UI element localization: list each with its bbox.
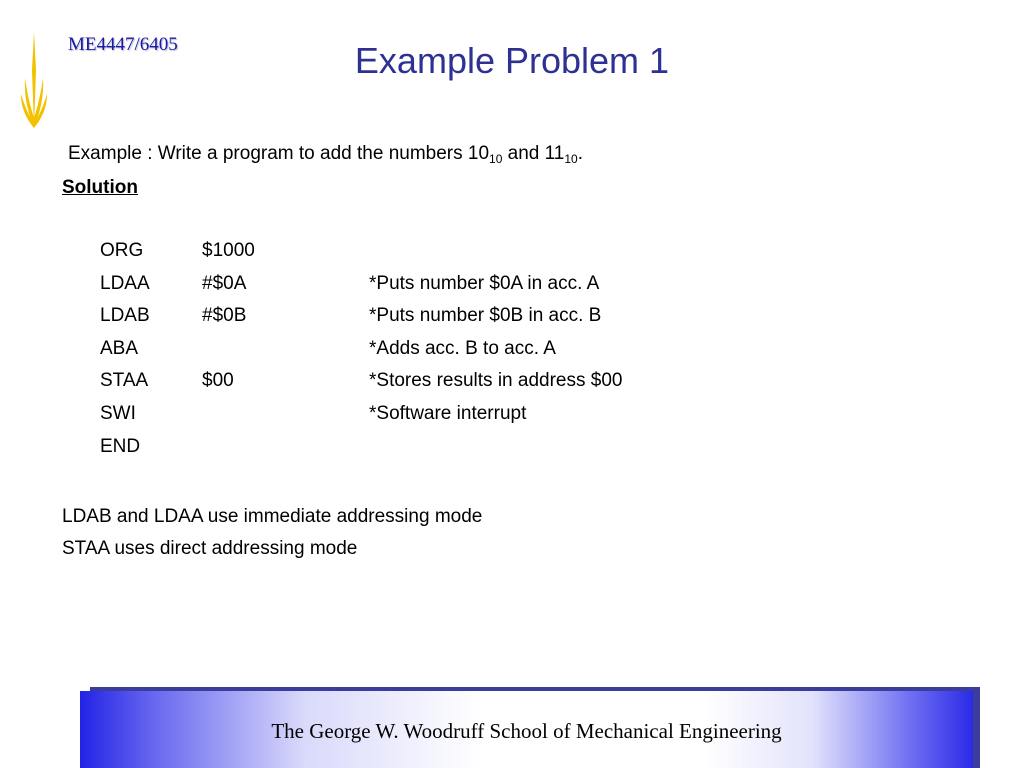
code-opcode: ORG [100, 240, 144, 261]
code-opcode: END [100, 435, 141, 457]
problem-text-2: and 11 [502, 143, 565, 164]
code-comment: *Puts number $0B in acc. B [369, 305, 602, 327]
course-code: ME4447/6405 [68, 34, 178, 55]
code-comment: *Adds acc. B to acc. A [369, 337, 556, 359]
code-opcode: LDAA [100, 272, 150, 294]
code-opcode: LDAB [100, 305, 150, 327]
addressing-note: STAA uses direct addressing mode [62, 538, 358, 559]
solution-heading: Solution [62, 177, 138, 198]
code-comment: *Stores results in address $00 [369, 370, 623, 392]
code-operand: $00 [202, 370, 234, 392]
addressing-note: LDAB and LDAA use immediate addressing mode [62, 506, 483, 527]
problem-text-3: . [577, 143, 584, 164]
code-opcode: SWI [100, 402, 136, 424]
code-operand: #$0B [202, 305, 247, 327]
subscript-base-2: 10 [564, 152, 578, 166]
slide-title [0, 40, 1024, 82]
code-opcode: STAA [100, 370, 149, 392]
code-operand: #$0A [202, 272, 247, 294]
footer-gradient-bar [80, 691, 973, 768]
slide-title-text: Example Problem 1 [354, 40, 670, 81]
footer-banner [80, 685, 980, 768]
subscript-base-1: 10 [489, 152, 503, 166]
problem-statement [68, 143, 583, 166]
code-operand: $1000 [202, 240, 255, 261]
code-comment: *Software interrupt [369, 402, 527, 424]
problem-text-1: Example : Write a program to add the numbers 10 [68, 143, 490, 164]
code-comment: *Puts number $0A in acc. A [369, 272, 600, 294]
code-opcode: ABA [100, 337, 139, 359]
footer-school-name: The George W. Woodruff School of Mechanical Engineering [271, 719, 782, 743]
